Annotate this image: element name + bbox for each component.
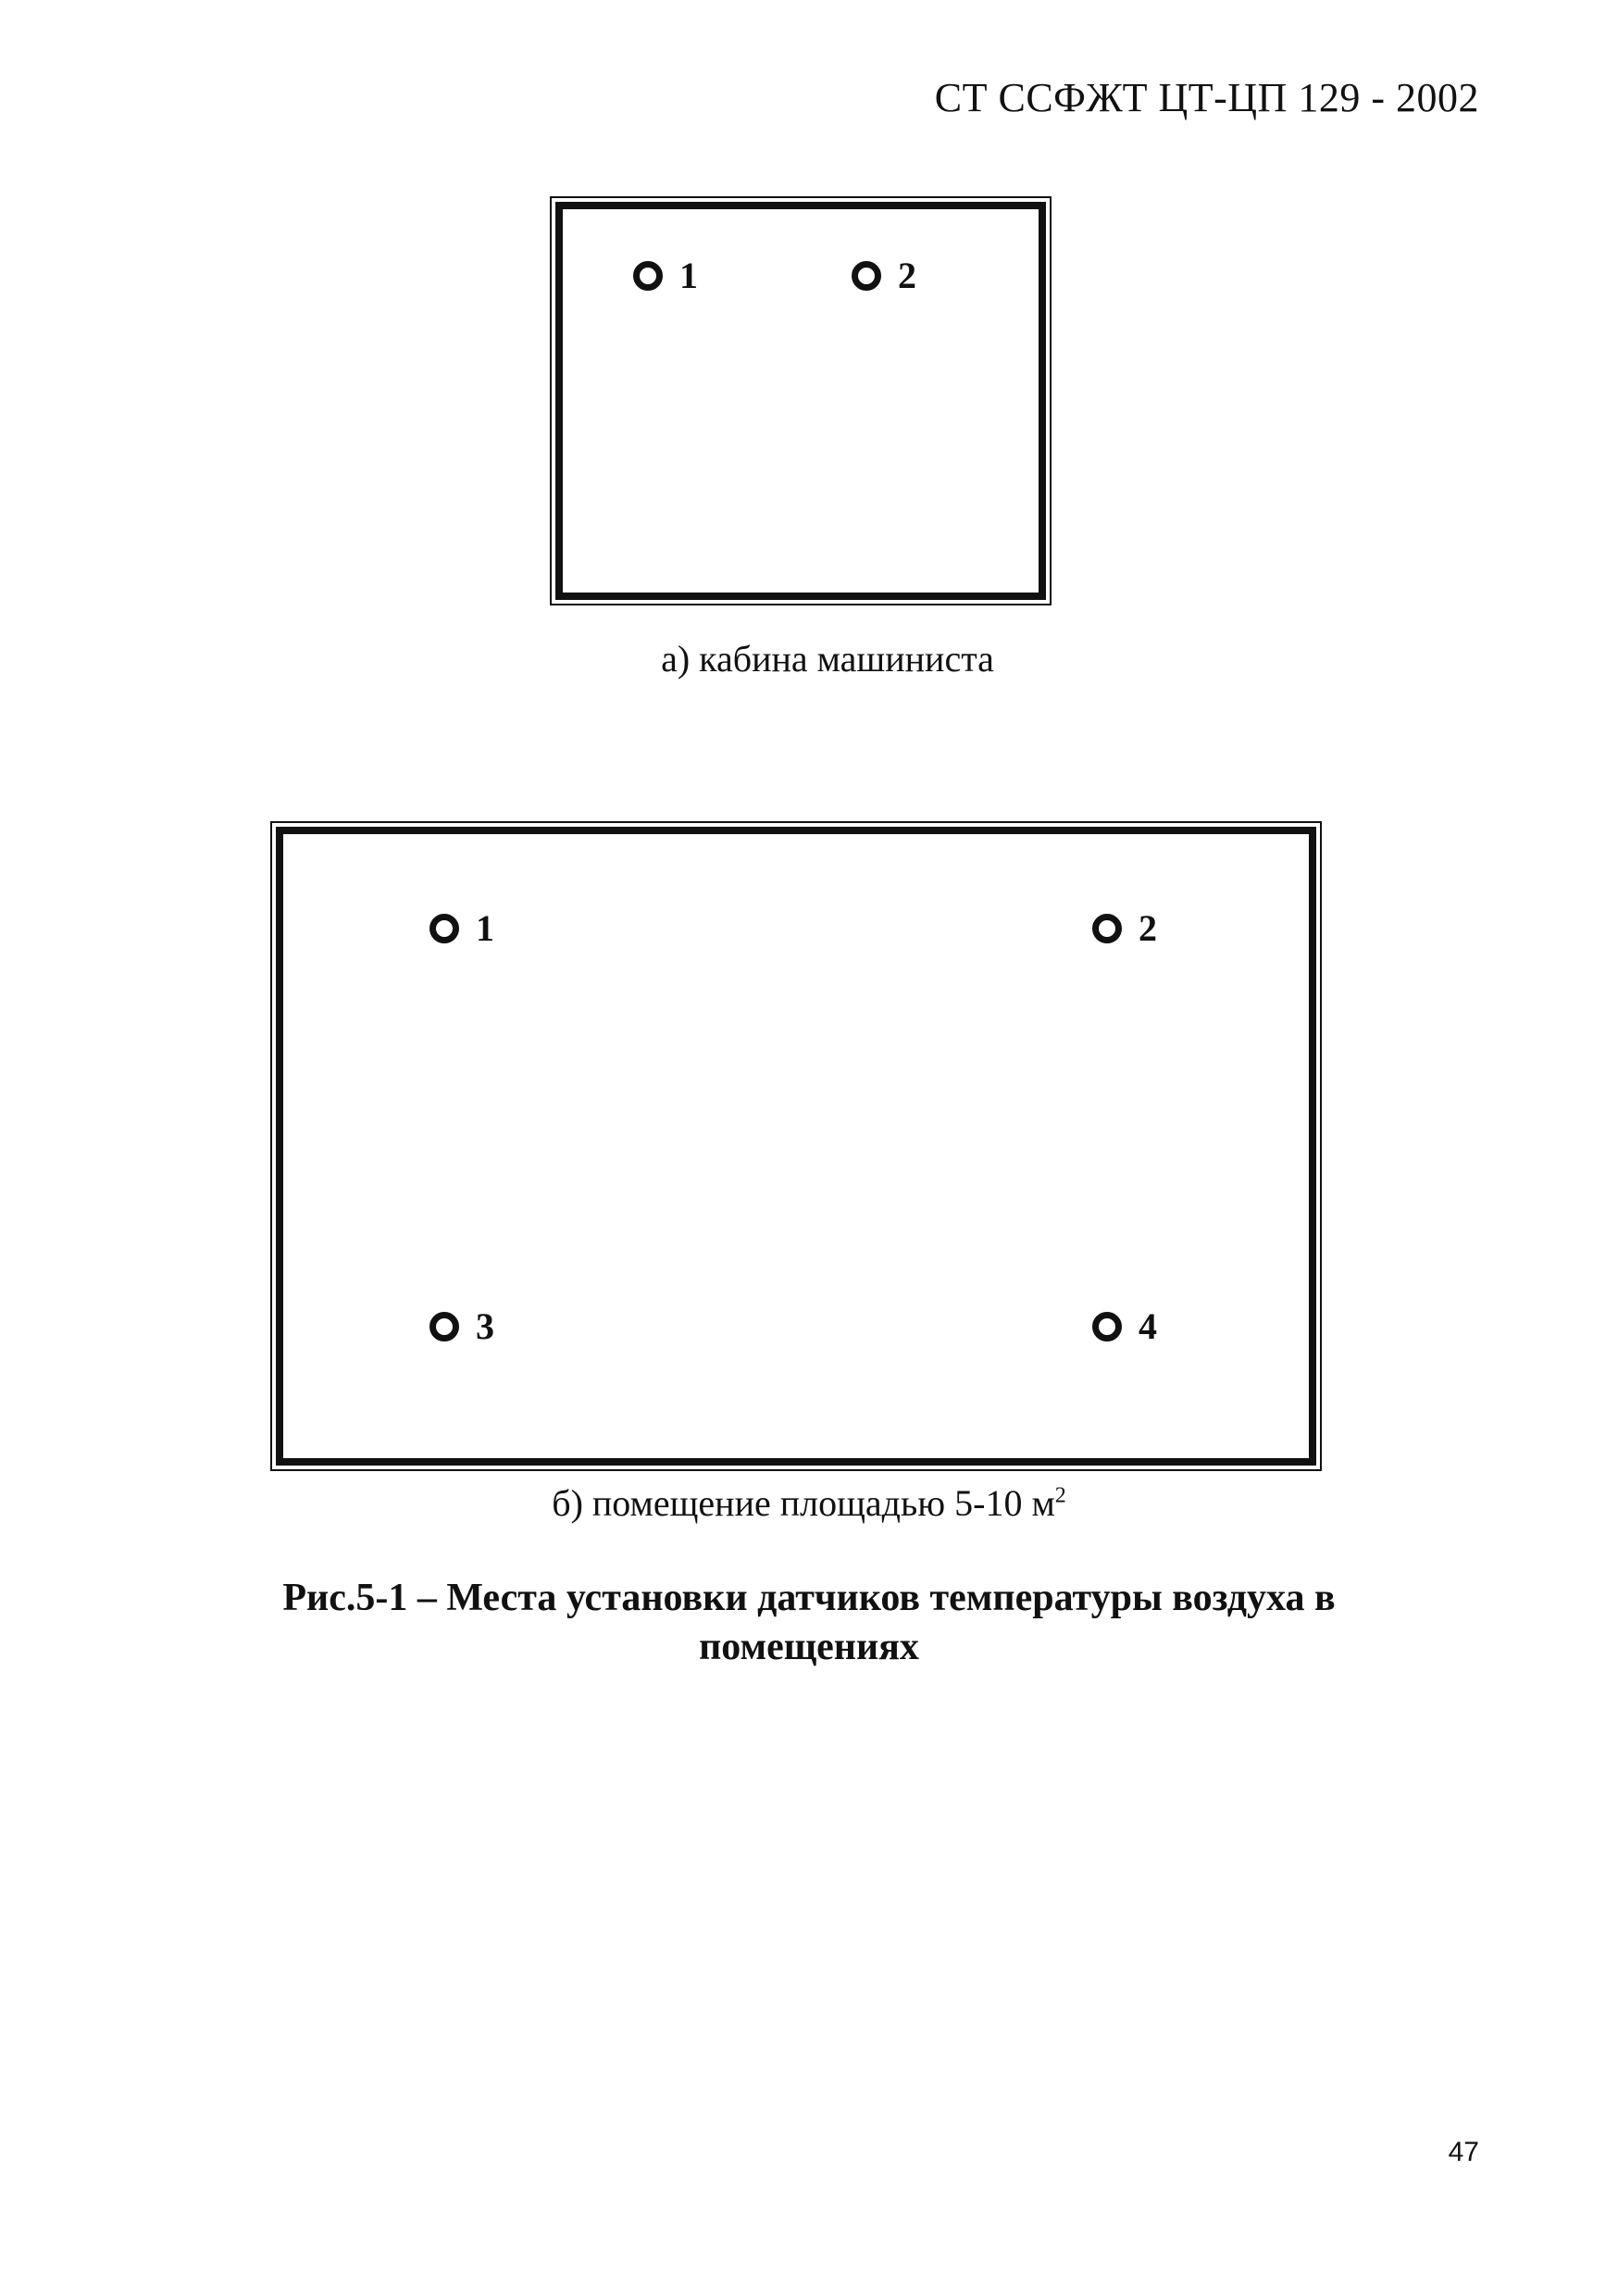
document-code-header: СТ ССФЖТ ЦТ-ЦП 129 - 2002 <box>934 75 1479 120</box>
sensor-label: 1 <box>679 255 698 296</box>
page-number: 47 <box>1448 2137 1479 2167</box>
sensor-marker-2 <box>852 257 916 294</box>
figure-b-caption <box>0 1481 1618 1525</box>
sensor-label: 1 <box>476 907 494 949</box>
figure-b-caption-text: б) помещение площадью 5-10 м <box>552 1482 1055 1524</box>
driver-cab-diagram <box>555 202 1046 600</box>
sensor-label: 4 <box>1139 1305 1157 1347</box>
sensor-marker-3 <box>429 1305 494 1347</box>
sensor-ring-icon <box>633 261 663 291</box>
figure-a-caption: а) кабина машиниста <box>661 638 994 680</box>
figure-title: Рис.5-1 – Места установки датчиков температуры воздуха в помещениях <box>282 1577 1336 1668</box>
sensor-label: 2 <box>1139 907 1157 949</box>
sensor-marker-2 <box>1092 907 1157 949</box>
sensor-label: 2 <box>898 255 916 296</box>
sensor-ring-icon <box>1092 914 1122 943</box>
sensor-marker-1 <box>633 257 698 294</box>
sensor-label: 3 <box>476 1305 494 1347</box>
area-unit-superscript: 2 <box>1054 1483 1066 1508</box>
sensor-marker-4 <box>1092 1305 1157 1347</box>
sensor-ring-icon <box>1092 1312 1122 1341</box>
sensor-ring-icon <box>852 261 881 291</box>
room-diagram <box>276 827 1316 1466</box>
sensor-ring-icon <box>429 914 459 943</box>
sensor-marker-1 <box>429 907 494 949</box>
sensor-ring-icon <box>429 1312 459 1341</box>
